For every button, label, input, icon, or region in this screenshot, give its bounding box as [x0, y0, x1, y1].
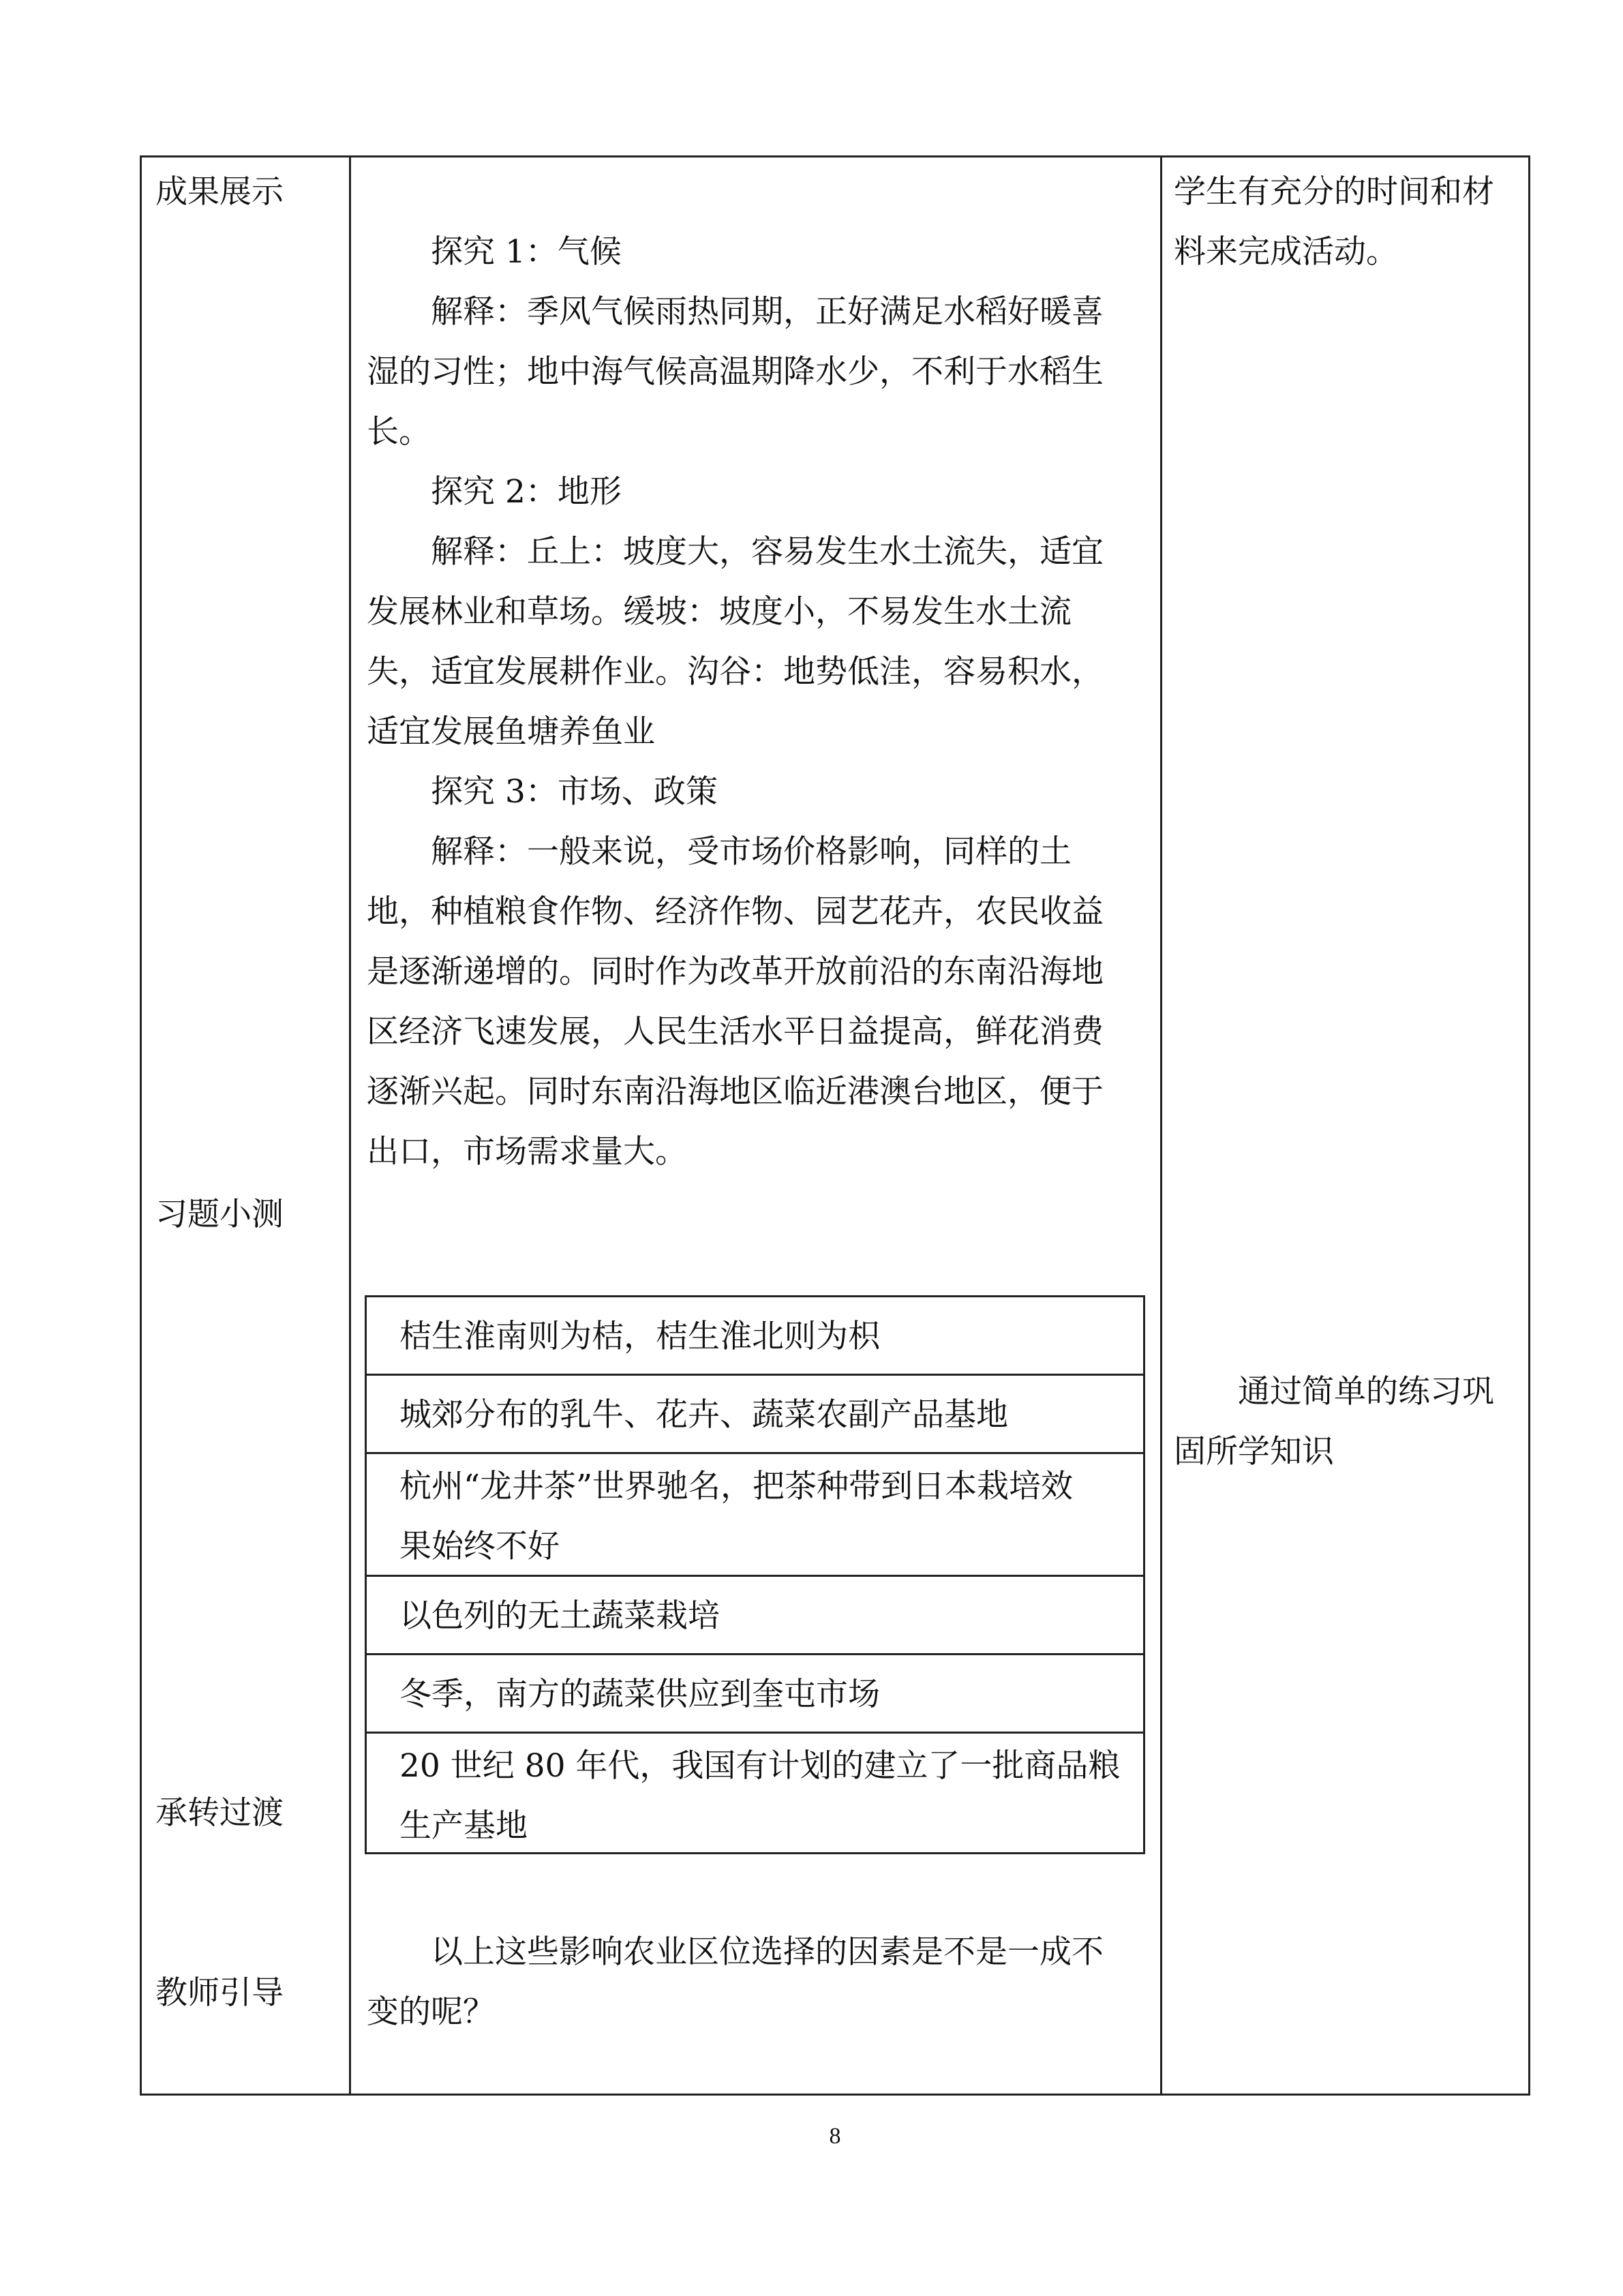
- exercise-text: 生产基地: [399, 1807, 528, 1845]
- quiz-intent-line: 固所学知识: [1174, 1433, 1334, 1470]
- inquiry3-expl-line: 是逐渐递增的。同时作为改革开放前沿的东南沿海地: [367, 953, 1104, 991]
- exercise-text: 以色列的无土蔬菜栽培: [399, 1597, 720, 1635]
- inquiry-section: [367, 222, 1137, 1182]
- inquiry1-expl-line: 解释：季风气候雨热同期，正好满足水稻好暖喜: [431, 293, 1104, 331]
- inquiry1-expl-line: 长。: [367, 413, 431, 451]
- exercise-row: [367, 1376, 1143, 1454]
- column-divider-right: [1160, 155, 1162, 2096]
- inquiry2-title: 探究 2：地形: [431, 473, 622, 511]
- exercise-text: 桔生淮南则为桔，桔生淮北则为枳: [399, 1318, 880, 1355]
- inquiry2-expl-line: 失，适宜发展耕作业。沟谷：地势低洼，容易积水，: [367, 653, 1104, 691]
- exercise-text: 杭州“龙井茶”世界驰名，把茶种带到日本栽培效: [399, 1468, 1074, 1505]
- exercise-row: [367, 1577, 1143, 1655]
- inquiry2-expl-line: 适宜发展鱼塘养鱼业: [367, 713, 655, 751]
- label-quiz: 习题小测: [155, 1196, 284, 1233]
- exercise-row: [367, 1734, 1143, 1852]
- exercise-row: [367, 1454, 1143, 1577]
- exercise-text: 冬季，南方的蔬菜供应到奎屯市场: [399, 1676, 880, 1713]
- page-number: 8: [829, 2124, 841, 2149]
- exercise-table: [365, 1295, 1145, 1854]
- inquiry1-expl-line: 湿的习性；地中海气候高温期降水少，不利于水稻生: [367, 353, 1104, 391]
- guide-question-line: 变的呢？: [367, 1993, 495, 2031]
- guide-question-line: 以上这些影响农业区位选择的因素是不是一成不: [431, 1933, 1104, 1971]
- exercise-text: 城郊分布的乳牛、花卉、蔬菜农副产品基地: [399, 1396, 1008, 1434]
- inquiry2-expl-line: 发展林业和草场。缓坡：坡度小，不易发生水土流: [367, 593, 1072, 631]
- results-intent-line: 学生有充分的时间和材: [1174, 173, 1494, 211]
- inquiry3-expl-line: 逐渐兴起。同时东南沿海地区临近港澳台地区，便于: [367, 1073, 1104, 1111]
- inquiry3-expl-line: 出口，市场需求量大。: [367, 1133, 687, 1170]
- exercise-text: 果始终不好: [399, 1528, 560, 1565]
- quiz-intent-line: 通过简单的练习巩: [1238, 1373, 1494, 1410]
- exercise-row: [367, 1297, 1143, 1376]
- inquiry1-title: 探究 1：气候: [431, 233, 622, 271]
- results-intent: [1174, 162, 1518, 282]
- exercise-row: [367, 1655, 1143, 1734]
- exercise-text: 20 世纪 80 年代，我国有计划的建立了一批商品粮: [399, 1747, 1121, 1785]
- results-intent-line: 料来完成活动。: [1174, 233, 1398, 271]
- inquiry3-expl-line: 地，种植粮食作物、经济作物、园艺花卉，农民收益: [367, 893, 1104, 931]
- quiz-intent: [1174, 1362, 1518, 1482]
- guide-question: [367, 1922, 1137, 2042]
- inquiry3-title: 探究 3：市场、政策: [431, 773, 718, 811]
- inquiry3-expl-line: 解释：一般来说，受市场价格影响，同样的土: [431, 833, 1072, 871]
- label-results: 成果展示: [155, 173, 284, 211]
- label-transition: 承转过渡: [155, 1794, 284, 1832]
- column-divider-left: [349, 155, 351, 2096]
- inquiry2-expl-line: 解释：丘上：坡度大，容易发生水土流失，适宜: [431, 533, 1104, 571]
- label-teacher-guide: 教师引导: [155, 1974, 284, 2012]
- inquiry3-expl-line: 区经济飞速发展，人民生活水平日益提高，鲜花消费: [367, 1013, 1104, 1051]
